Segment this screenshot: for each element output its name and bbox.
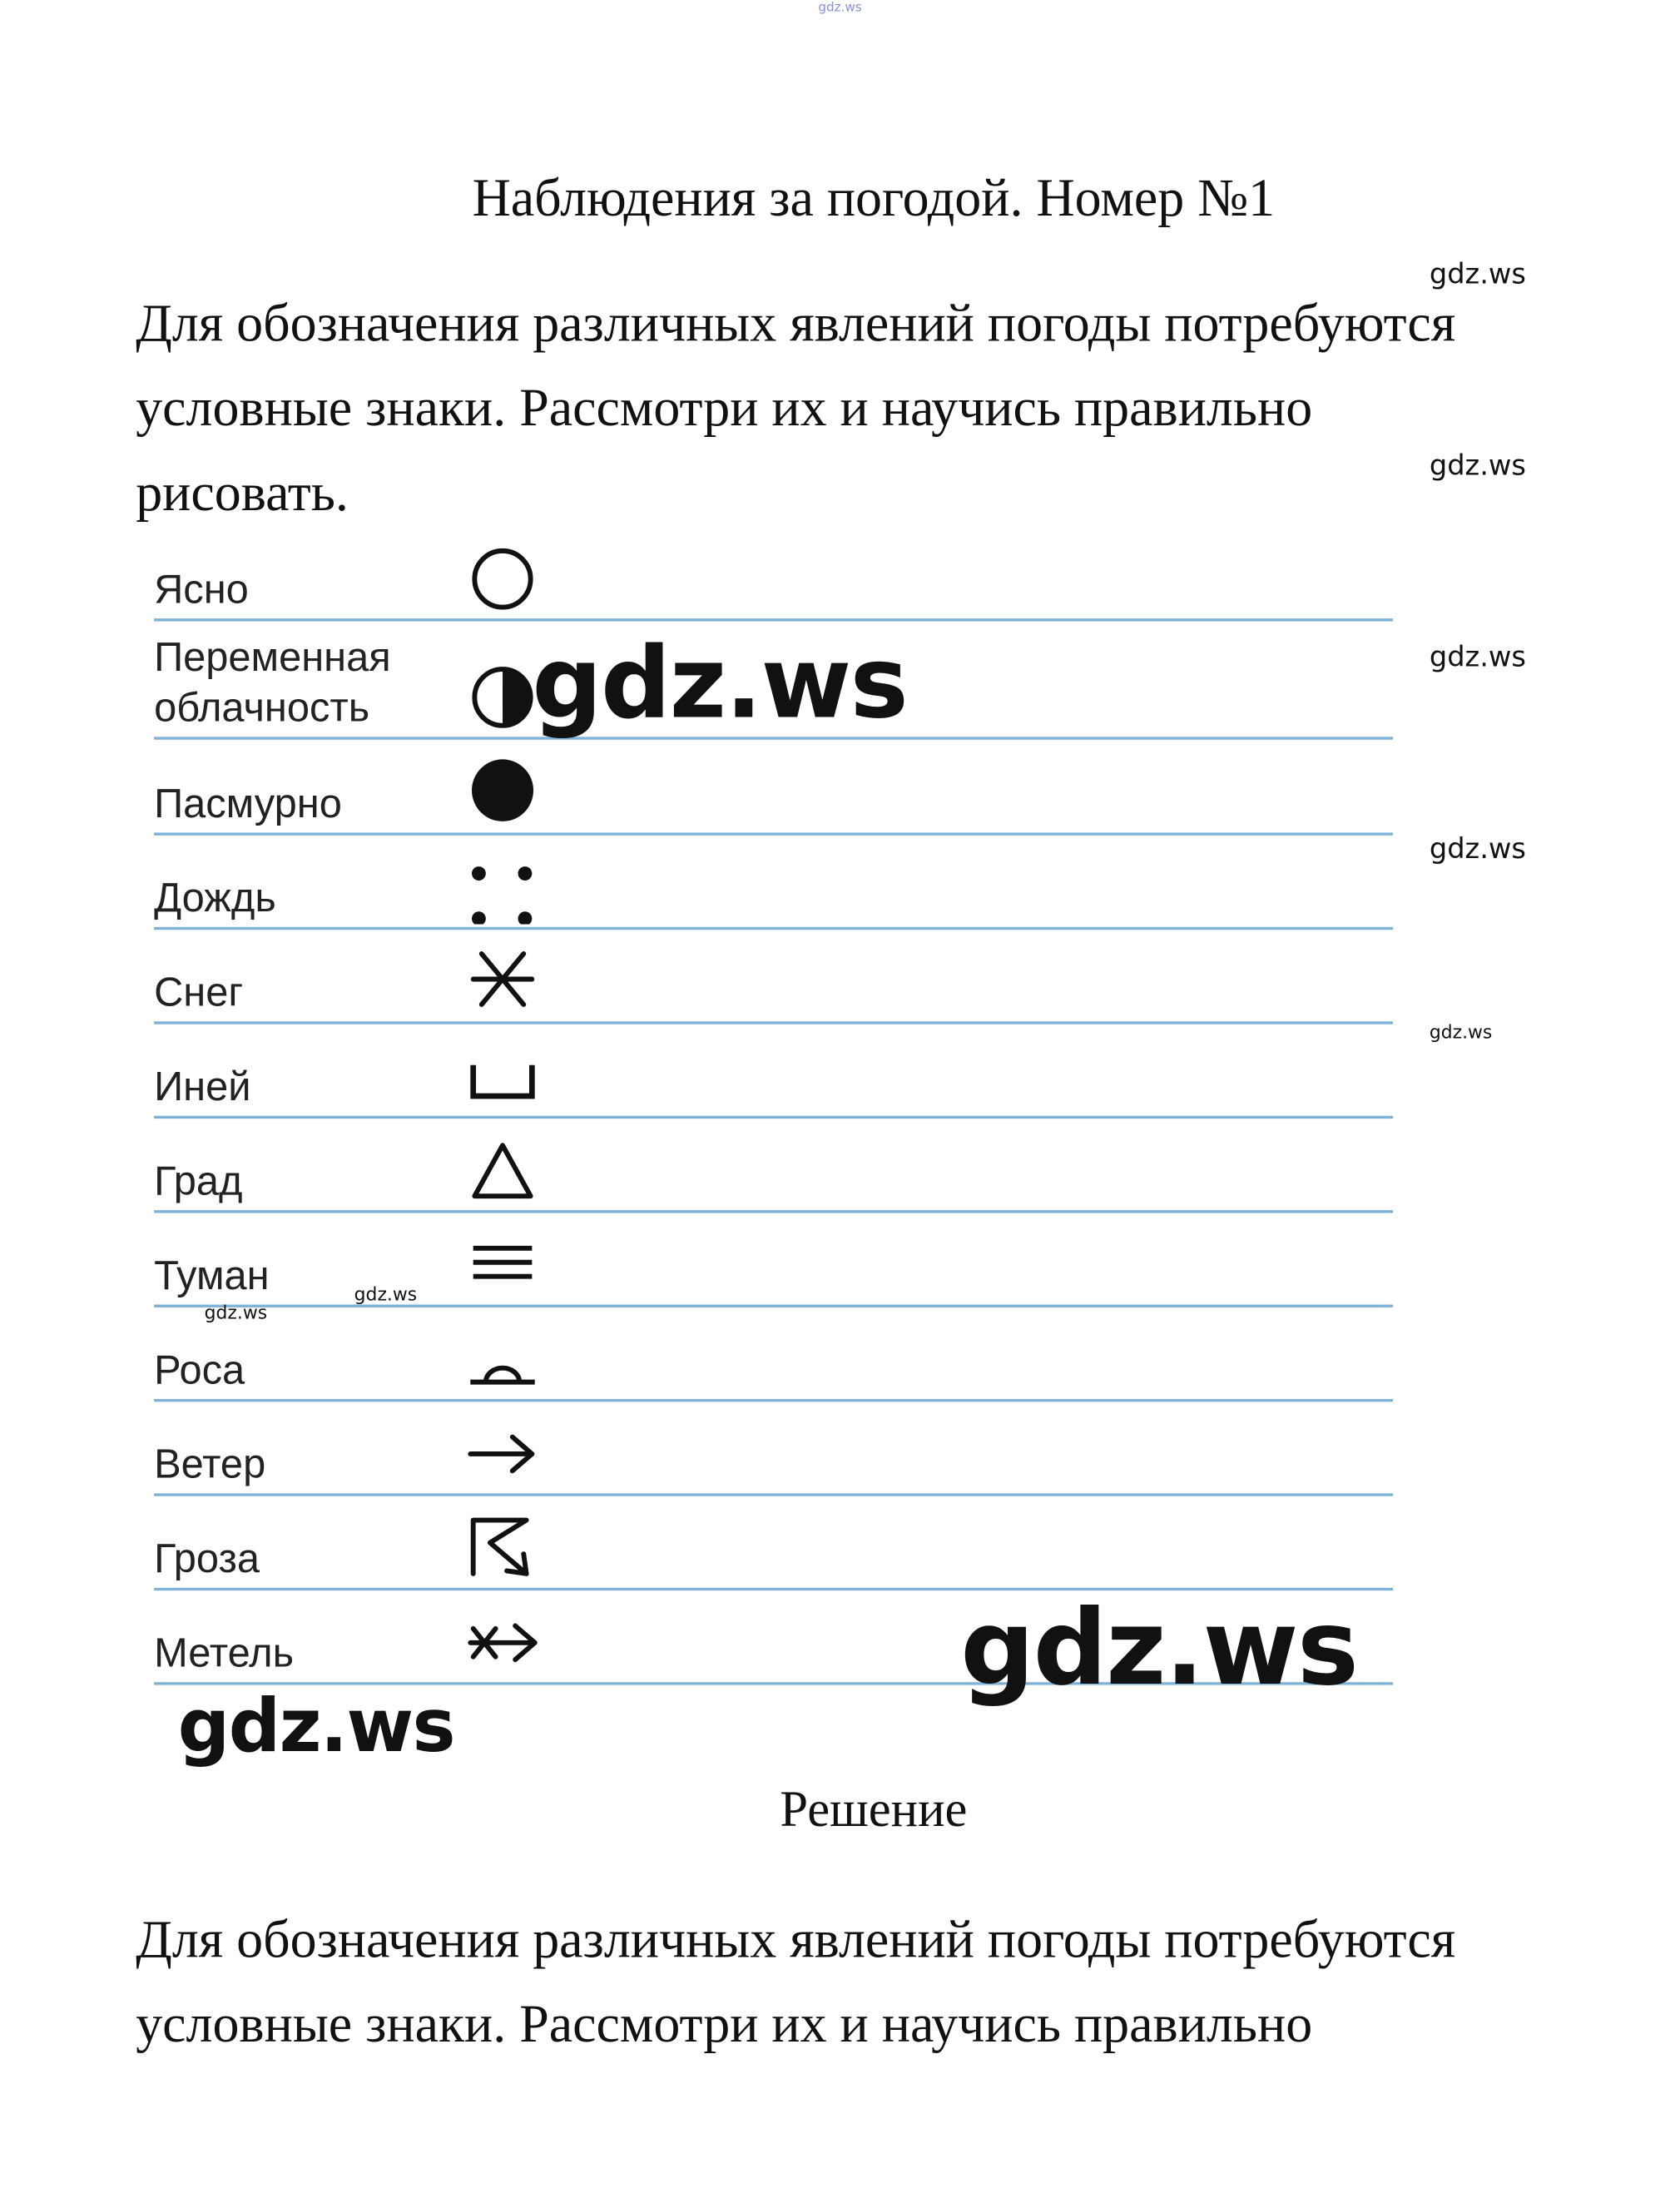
table-rule xyxy=(154,927,1393,930)
sign-row-fog xyxy=(154,1214,1393,1307)
table-rule xyxy=(154,1021,1393,1024)
solution-line-2: условные знаки. Рассмотри их и научись правильно xyxy=(136,1995,1313,2055)
watermark-big-3: gdz.ws xyxy=(177,1684,454,1770)
watermark-top: gdz.ws xyxy=(818,1,862,16)
table-rule xyxy=(154,1493,1393,1496)
filled-circle-icon xyxy=(465,757,541,830)
clear-circle-icon xyxy=(465,543,541,616)
sign-label: Туман xyxy=(154,1253,270,1299)
fog-three-lines-icon xyxy=(465,1228,541,1302)
watermark-big-2: gdz.ws xyxy=(960,1587,1358,1709)
hail-triangle-icon xyxy=(465,1134,541,1208)
sign-row-dew xyxy=(154,1309,1393,1402)
watermark-small-1: gdz.ws xyxy=(354,1284,418,1307)
wind-arrow-icon xyxy=(465,1417,541,1491)
sign-label: Гроза xyxy=(154,1536,260,1583)
frost-bracket-icon xyxy=(465,1039,541,1113)
table-rule xyxy=(154,1305,1393,1307)
sign-row-wind xyxy=(154,1403,1393,1496)
sign-row-overcast xyxy=(154,742,1393,836)
page-title: Наблюдения за погодой. Номер №1 xyxy=(472,169,1276,229)
half-filled-circle-icon xyxy=(465,661,541,734)
sign-row-thunderstorm xyxy=(154,1497,1393,1590)
intro-line-1: Для обозначения различных явлений погоды потребуются xyxy=(136,294,1456,354)
blizzard-arrow-icon xyxy=(465,1606,541,1679)
watermark-side-3: gdz.ws xyxy=(1429,639,1526,674)
sign-row-snow xyxy=(154,931,1393,1025)
watermark-side-5: gdz.ws xyxy=(1429,1022,1493,1044)
solution-paragraph xyxy=(136,1898,1619,2066)
sign-label: Град xyxy=(154,1159,243,1205)
sign-label: Переменная облачность xyxy=(154,635,391,732)
watermark-side-1: gdz.ws xyxy=(1429,256,1526,290)
sign-row-hail xyxy=(154,1120,1393,1213)
sign-row-rain xyxy=(154,837,1393,930)
dew-semicircle-icon xyxy=(465,1323,541,1397)
sign-label: Роса xyxy=(154,1348,245,1394)
watermark-small-2: gdz.ws xyxy=(204,1302,268,1325)
thunderstorm-arrow-icon xyxy=(465,1511,541,1585)
table-rule xyxy=(154,1399,1393,1402)
sign-label: Дождь xyxy=(154,876,276,922)
intro-line-2: условные знаки. Рассмотри их и научись правильно xyxy=(136,379,1313,439)
table-rule xyxy=(154,832,1393,835)
sign-label: Пасмурно xyxy=(154,781,342,827)
solution-line-1: Для обозначения различных явлений погоды потребуются xyxy=(136,1910,1456,1970)
sign-label: Ясно xyxy=(154,568,249,613)
four-dots-rain-icon xyxy=(465,851,541,924)
sign-label: Метель xyxy=(154,1631,295,1677)
sign-row-frost xyxy=(154,1025,1393,1119)
table-rule xyxy=(154,1116,1393,1119)
sign-label: Снег xyxy=(154,970,244,1016)
snowflake-asterisk-icon xyxy=(465,945,541,1019)
intro-line-3: рисовать. xyxy=(136,463,349,523)
sign-label: Иней xyxy=(154,1064,251,1110)
solution-title: Решение xyxy=(780,1780,968,1838)
watermark-side-4: gdz.ws xyxy=(1429,831,1526,866)
table-rule xyxy=(154,1210,1393,1213)
watermark-big-1: gdz.ws xyxy=(532,625,908,742)
sign-row-clear xyxy=(154,528,1393,622)
watermark-side-2: gdz.ws xyxy=(1429,448,1526,482)
sign-label: Ветер xyxy=(154,1442,266,1488)
